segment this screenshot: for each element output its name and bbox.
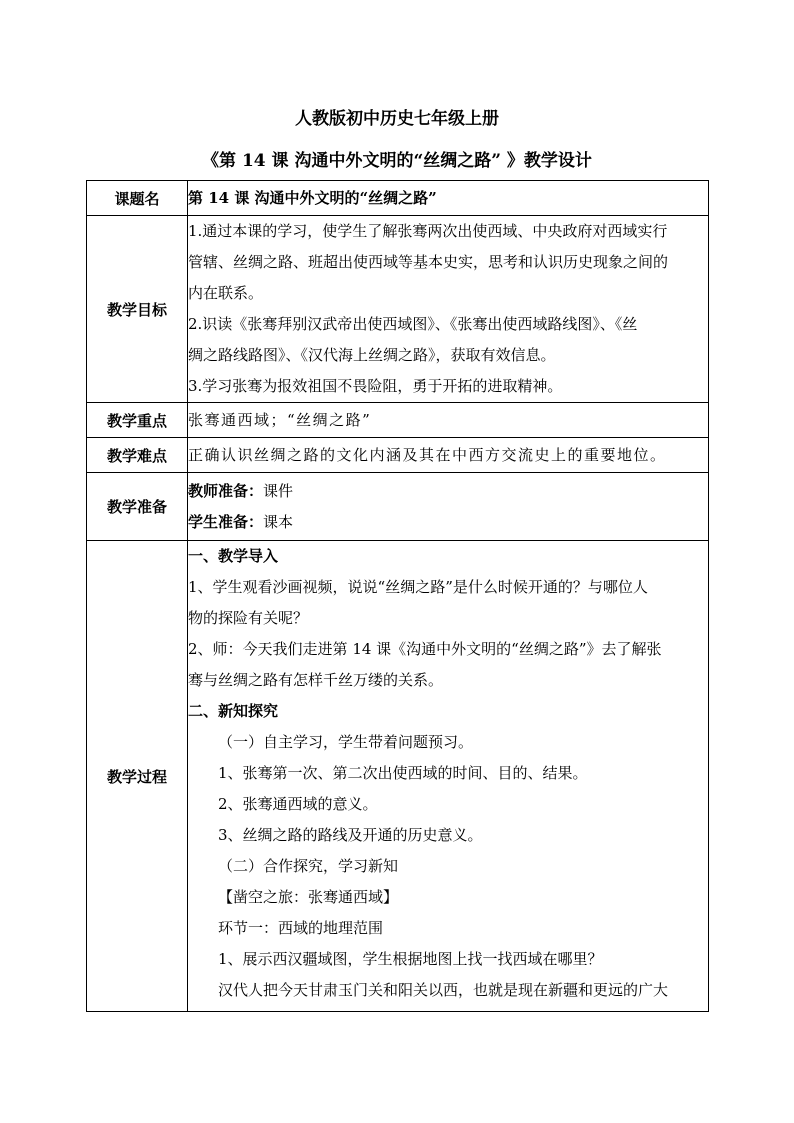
process-line: 1、张骞第一次、第二次出使西域的时间、目的、结果。 [218,764,588,782]
goal-line: 3.学习张骞为报效祖国不畏险阻，勇于开拓的进取精神。 [188,377,563,395]
goal-line: 管辖、丝绸之路、班超出使西域等基本史实，思考和认识历史现象之间的 [188,253,669,271]
document-subtitle: 《第 14 课 沟通中外文明的“丝绸之路” 》教学设计 [202,151,592,171]
process-line: 物的探险有关呢？ [188,609,309,627]
topic-value: 第 14 课 沟通中外文明的“丝绸之路” [188,181,709,216]
process-line: 骞与丝绸之路有怎样千丝万缕的关系。 [188,671,444,689]
key-points-value: 张骞通西域；“丝绸之路” [188,403,709,438]
goal-line: 绸之路线路图》、《汉代海上丝绸之路》，获取有效信息。 [188,346,556,364]
goal-line: 内在联系。 [188,284,264,302]
process-line: 1、展示西汉疆域图，学生根据地图上找一找西域在哪里？ [218,950,603,968]
process-line: 环节一：西域的地理范围 [218,919,384,937]
goal-line: 2.识读《张骞拜别汉武帝出使西域图》、《张骞出使西域路线图》、《丝 [188,315,638,333]
goals-label: 教学目标 [87,216,188,403]
table-row-process [87,541,709,1012]
key-points-label: 教学重点 [87,403,188,438]
goal-line: 1.通过本课的学习，使学生了解张骞两次出使西域、中央政府对西域实行 [188,222,668,240]
preparation-content [188,473,709,541]
lesson-plan-table [86,180,709,1012]
process-text [188,541,708,1011]
table-row-goals [87,216,709,403]
difficulties-label: 教学难点 [87,438,188,473]
process-line: 2、张骞通西域的意义。 [218,795,378,813]
table-row-key-points [87,403,709,438]
process-line: 1、学生观看沙画视频，说说“丝绸之路”是什么时候开通的？与哪位人 [188,578,648,596]
teacher-preparation [188,476,708,507]
table-row-topic [87,181,709,216]
process-line: 3、丝绸之路的路线及开通的历史意义。 [218,826,483,844]
student-preparation [188,507,708,538]
process-line: 汉代人把今天甘肃玉门关和阳关以西，也就是现在新疆和更远的广大 [218,981,669,999]
process-label: 教学过程 [87,541,188,1012]
process-line: 【凿空之旅：张骞通西域】 [218,888,399,906]
process-heading: 一、教学导入 [188,547,279,565]
difficulties-value: 正确认识丝绸之路的文化内涵及其在中西方交流史上的重要地位。 [188,438,709,473]
process-heading: 二、新知探究 [188,702,279,720]
preparation-label: 教学准备 [87,473,188,541]
teacher-preparation-label: 教师准备： [188,481,264,500]
process-line: （二）合作探究，学习新知 [218,857,399,875]
process-line: （一）自主学习，学生带着问题预习。 [218,733,474,751]
student-preparation-value: 课本 [263,512,294,531]
topic-label: 课题名 [87,181,188,216]
student-preparation-label: 学生准备： [188,512,264,531]
teacher-preparation-value: 课件 [263,481,294,500]
document-title: 人教版初中历史七年级上册 [295,109,499,129]
table-row-preparation [87,473,709,541]
table-row-difficulties [87,438,709,473]
process-content [188,541,709,1012]
goals-content [188,216,709,403]
process-line: 2、师：今天我们走进第 14 课《沟通中外文明的“丝绸之路”》去了解张 [188,640,662,658]
